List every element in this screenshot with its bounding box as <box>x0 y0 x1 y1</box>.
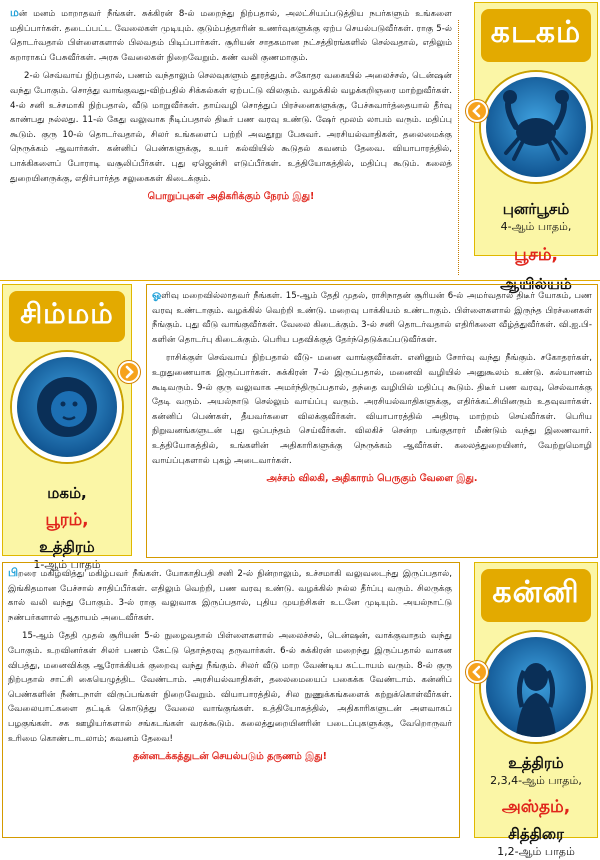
kanni-star-3: சித்திரை <box>508 825 564 843</box>
kanni-paragraph-2: 15-ஆம் தேதி முதல் சூரியன் 5-ல் நுழைவதால் பிள்ளைகளால் அலைச்சல், டென்ஷன், வாக்குவாதம் வந்து போகும். உறவினர்கள் சிலர் பணம் கேட்டு தொந்தரவு தருவார்கள். 6-ல் சுக்கிரன் மறைந்து இருப்பதால் வாகன விபத்து, மனைவிக்கு ஆரோக்கியக் குறைவு வந்து நீங்கும். சிலர் வீடு மாற வேண்டிய கட்டாயம் வரும். 8-ல் குரு நிற்பதால் சாட்சி கையெழுத்திட வேண்டாம். அரசியல்வாதிகள், தலைமையைப் பகைக்க வேண்டாம். கன்னிப் பெண்களின் நீண்டநாள் விருப்பங்கள் நிறைவேறும். வியாபாரத்தில், சில நுணுக்கங்களைக் கற்றுக்கொள்வீர்கள். வேலையாட்களை தட்டிக் கொடுத்து வேலை வாங்குங்கள். உத்தியோகத்தில், அதிகாரிகளுடன் அளவாகப் பழகுங்கள். சக ஊழியர்களால் சங்கடங்கள் வரக்கூடும். கலைத்துறையினரின் படைப்புகளுக்கு, வேறொருவர் உரிமை கொண்டாடலாம்; கவனம் தேவை! <box>8 631 452 744</box>
kadagam-article <box>10 6 452 205</box>
chevron-left-icon <box>468 102 486 120</box>
simmam-star-1: மகம், <box>47 484 87 502</box>
simmam-title: சிம்மம் <box>9 291 125 342</box>
kadagam-star-1-pada: 4-ஆம் பாதம், <box>500 220 572 233</box>
chevron-right-icon <box>120 363 138 381</box>
kanni-paragraph-1: றரை மகிழ்வித்து மகிழ்பவர் நீங்கள். யோகாதிபதி சனி 2-ல் நின்றாலும், உச்சமாகி வலுவடைந்து இருப்பதால், இங்கிதமான பேச்சால் சாதிப்பீர்கள். எதிலும் வெற்றி, பண வரவு உண்டு. வழக்கில் நல்ல தீர்ப்பு வரும். சிலருக்கு கால் வலி வந்து போகும். 3-ல் ராகு வலுவாக இருப்பதால், புதிய முயற்சிகள் உடனே முடியும். அயல்நாட்டு நண்பர்களால் ஆதாயம் அடைவீர்கள். <box>8 569 452 623</box>
kanni-dropcap: பி <box>8 566 19 579</box>
kadagam-panel <box>474 2 598 293</box>
kadagam-dropcap: ம <box>10 6 19 19</box>
lion-icon <box>17 357 117 457</box>
kadagam-paragraph-2: 2-ல் செவ்வாய் நிற்பதால், பணம் வந்தாலும் செலவுகளும் தூரத்தும். சகோதர வகையில் அலைச்சல், டென்ஷன் வந்து போகும். சொத்து வாங்குவது-விற்பதில் சிக்கல்கள் ஏற்பட்டு விலகும். வழக்கில் வழக்கறிஞரை மாற்றுவீர்கள். 4-ல் சனி உச்சமாகி நிற்பதால், வீடு மாறுவீர்கள். தாய்வழி சொத்துப் பிரச்னைகளுக்கு, பேச்சுவார்த்தையால் தீர்வு காண்பது நல்லது. 11-ல் கேது வலுவாக நீடிப்பதால் திடீர் பண வரவு உண்டு. ஷேர் மூலம் லாபம் வரும். மதிப்பு கூடும். குரு 10-ல் தொடர்வதால், சிலர் உங்களைப் பற்றி அவதூறு பேசுவர். அரசியல்வாதிகள், தலைமைக்கு நெருக்கம் ஆவார்கள். கன்னிப் பெண்களுக்கு, உயர் கல்வியில் கூடுதல் கவனம் தேவை. வியாபாரத்தில், பாக்கிகளைப் போராடி வசூலிப்பீர்கள். புது ஏஜென்சி எடுப்பீர்கள். உத்தியோகத்தில், மதிப்பு கூடும். கலைத் துறையினருக்கு, எதிர்பார்த்த சலுகைகள் கிடைக்கும். <box>10 71 452 184</box>
kanni-star-2: அஸ்தம், <box>501 797 571 817</box>
kadagam-tagline: பொறுப்புகள் அதிகரிக்கும் நேரம் இது! <box>147 191 315 203</box>
simmam-paragraph-1: ளிவு மறைவில்லாதவர் நீங்கள். 15-ஆம் தேதி முதல், ராசிநாதன் சூரியன் 6-ல் அமர்வதால் திடீர் யோகம், பண வரவு உண்டாகும். வழக்கில் வெற்றி உண்டு. மறைவு பாக்கியம் உண்டாகும். பிள்ளைகளால் இருந்த பிரச்னைகள் நீங்கும். புது வீடு வாங்குவீர்கள். வேலை கிடைக்கும். 3-ல் சனி தொடர்வதால் எதிரிகளை வீழ்த்துவீர்கள். வி.ஐ.பி-களின் தொடர்பு கிடைக்கும். பெரிய பதவிக்குத் தேர்ந்தெடுக்கப்படுவீர்கள். <box>152 291 592 345</box>
kanni-tagline: தன்னடக்கத்துடன் செயல்படும் தருணம் இது! <box>133 751 327 763</box>
kanni-star-3-pada: 1,2-ஆம் பாதம் <box>497 845 575 858</box>
simmam-paragraph-2: ராசிக்குள் செவ்வாய் நிற்பதால் வீடு- மனை வாங்குவீர்கள். எனினும் சோர்வு வந்து நீங்கும். சகோதரர்கள், உறுதுணையாக இருப்பார்கள். சுக்கிரன் 7-ல் இருப்பதால், மனைவி வழியில் அனுகூலம் உண்டு. கல்யாணம் கூடிவரும். 9-ல் குரு வலுவாக அமர்ந்திருப்பதால், தந்தை வழியில் மதிப்பு கூடும். திடீர் பண வரவு, செல்வாக்கு தேடி வரும். அயல்நாடு செல்லும் வாய்ப்பு வரும். அரசியல்வாதிகளுக்கு, எதிர்க்கட்சியினரும் உதவுவார்கள். கன்னிப் பெண்கள், தீயவர்களை விலக்குவீர்கள். வியாபாரத்தில் அதிரடி மாற்றம் செய்வீர்கள். பெரிய நிறுவனங்களுடன் புது ஒப்பந்தம் செய்வீர்கள். விலகிச் சென்ற பங்குதாரர் மீண்டும் வந்து இணைவார். உத்தியோகத்தில், உங்களின் அதிகாரிகளுக்கு நெருக்கம் ஆவீர்கள். கலைத்துறையினர், வேற்றுமொழி வாய்ப்புகளால் புகழ் அடைவார்கள். <box>152 353 592 466</box>
kanni-star-1: உத்திரம் <box>508 754 564 772</box>
kadagam-crab-emblem <box>481 72 591 182</box>
simmam-panel <box>2 284 132 571</box>
kanni-star-1-pada: 2,3,4-ஆம் பாதம், <box>490 774 582 787</box>
kadagam-paragraph-1: ன் மனம் மாறாதவர் நீங்கள். சுக்கிரன் 8-ல் மறைந்து நிற்பதால், அலட்சியப்படுத்திய நபர்களும் உங்களை மதிப்பார்கள். தடைப்பட்ட வேலைகள் முடியும். குடும்பத்தாரின் உணர்வுகளுக்கு ஏற்ப செயல்படுவீர்கள். ராகு 5-ல் தொடர்வதால் பிள்ளைகளால் பிலவதம் பிடிப்பார்கள். சூரியன் சாதகமான நட்சத்திரங்களில் செல்வதால், எதிலும் கறாராகப் பேசுவீர்கள். அரசு வேலைகள் நிறைவேறும். கண் வலி குணமாகும். <box>10 9 452 63</box>
kanni-virgo-emblem <box>481 632 591 742</box>
kanni-article <box>8 566 452 765</box>
divider-1 <box>0 280 600 281</box>
chevron-left-icon <box>468 663 486 681</box>
simmam-dropcap: ஓ <box>152 288 162 301</box>
kanni-panel <box>474 562 598 858</box>
simmam-article <box>152 288 592 487</box>
simmam-tagline: அச்சம் விலகி, அதிகாரம் பெருகும் வேளை இது. <box>266 473 478 485</box>
crab-icon <box>486 77 586 177</box>
kadagam-star-1: புனர்பூசம் <box>502 200 570 218</box>
simmam-star-3: உத்திரம் <box>39 538 95 556</box>
simmam-nav-arrow[interactable] <box>118 361 140 383</box>
kanni-nav-arrow[interactable] <box>466 661 488 683</box>
kadagam-title: கடகம் <box>481 9 591 62</box>
kadagam-star-2: பூசம், <box>514 245 558 265</box>
simmam-star-3-pada: 1-ஆம் பாதம் <box>33 558 101 571</box>
kadagam-star-3: ஆயில்யம் <box>500 275 572 293</box>
simmam-star-2: பூரம், <box>45 510 89 530</box>
kanni-title: கன்னி <box>481 569 591 622</box>
kadagam-dotted-divider <box>458 20 459 275</box>
simmam-lion-emblem <box>12 352 122 462</box>
virgo-icon <box>486 637 586 737</box>
kadagam-nav-arrow[interactable] <box>466 100 488 122</box>
